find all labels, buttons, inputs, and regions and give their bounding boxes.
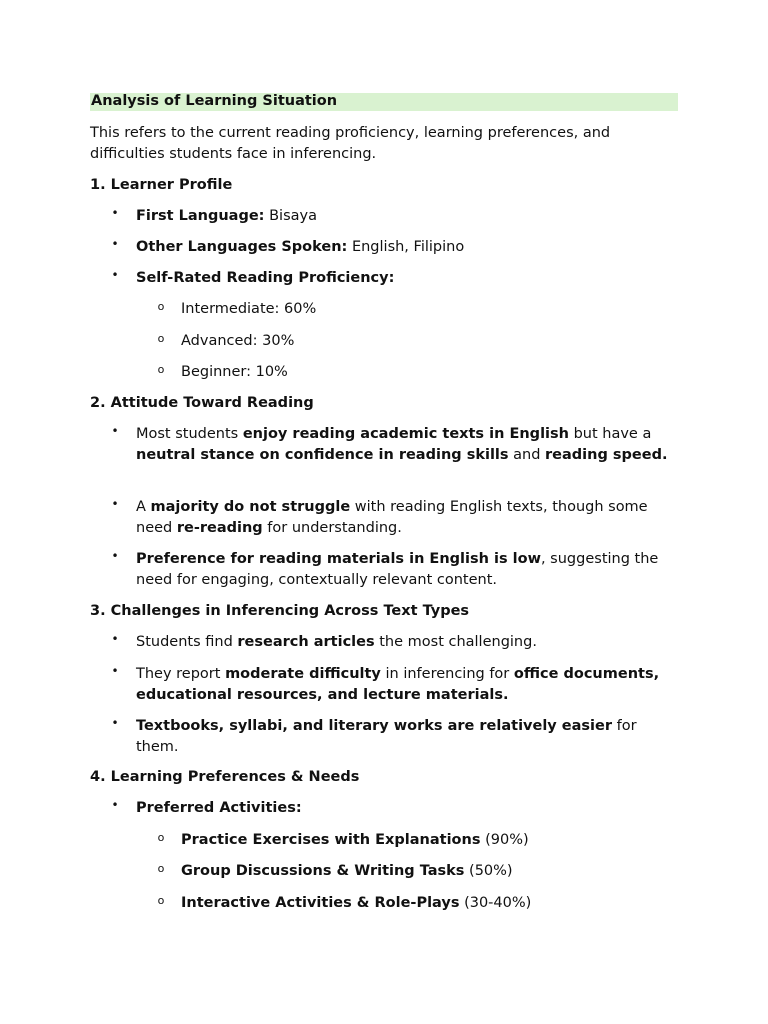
list-item-attitude-2: A majority do not struggle with reading English texts, though some need re-reading for understanding. (136, 499, 648, 536)
bullet-dot: • (111, 664, 119, 678)
bullet-dot: • (111, 798, 119, 812)
list-item-attitude-3: Preference for reading materials in English is low, suggesting the need for engaging, contextually relevant content. (136, 551, 659, 588)
bullet-dot: • (111, 424, 119, 438)
bullet-dot: • (111, 497, 119, 511)
bullet-circle: o (157, 363, 165, 376)
sublist-item-activity: Interactive Activities & Role-Plays (30-40%) (181, 895, 532, 911)
list-item-attitude-1: Most students enjoy reading academic texts in English but have a neutral stance on confidence in reading skills and reading speed. (136, 426, 668, 463)
list-item-challenge-2: They report moderate difficulty in inferencing for office documents, educational resources, and lecture materials. (136, 666, 660, 703)
sublist-item-activity: Group Discussions & Writing Tasks (50%) (181, 863, 513, 879)
list-item-challenge-3: Textbooks, syllabi, and literary works are relatively easier for them. (136, 718, 637, 755)
bullet-circle: o (157, 831, 165, 844)
bullet-dot: • (111, 206, 119, 220)
section-2-heading: 2. Attitude Toward Reading (90, 395, 314, 411)
bullet-circle: o (157, 894, 165, 907)
bullet-circle: o (157, 862, 165, 875)
section-1-heading: 1. Learner Profile (90, 177, 233, 193)
bullet-dot: • (111, 716, 119, 730)
sublist-item-level: Beginner: 10% (181, 364, 288, 380)
intro-paragraph: This refers to the current reading proficiency, learning preferences, and difficulties students face in inferencing. (90, 125, 611, 162)
bullet-dot: • (111, 268, 119, 282)
bullet-dot: • (111, 549, 119, 563)
sublist-item-level: Advanced: 30% (181, 333, 295, 349)
sublist-item-level: Intermediate: 60% (181, 301, 317, 317)
list-item-first-language: First Language: Bisaya (136, 208, 317, 224)
section-4-heading: 4. Learning Preferences & Needs (90, 769, 360, 785)
bullet-circle: o (157, 332, 165, 345)
sublist-item-activity: Practice Exercises with Explanations (90%) (181, 832, 529, 848)
list-item-other-languages: Other Languages Spoken: English, Filipino (136, 239, 465, 255)
bullet-dot: • (111, 632, 119, 646)
bullet-circle: o (157, 300, 165, 313)
list-item-preferred-activities: Preferred Activities: (136, 800, 302, 816)
list-item-challenge-1: Students find research articles the most challenging. (136, 634, 537, 650)
bullet-dot: • (111, 237, 119, 251)
section-3-heading: 3. Challenges in Inferencing Across Text Types (90, 603, 470, 619)
document-title: Analysis of Learning Situation (91, 93, 338, 109)
list-item-proficiency: Self-Rated Reading Proficiency: (136, 270, 395, 286)
